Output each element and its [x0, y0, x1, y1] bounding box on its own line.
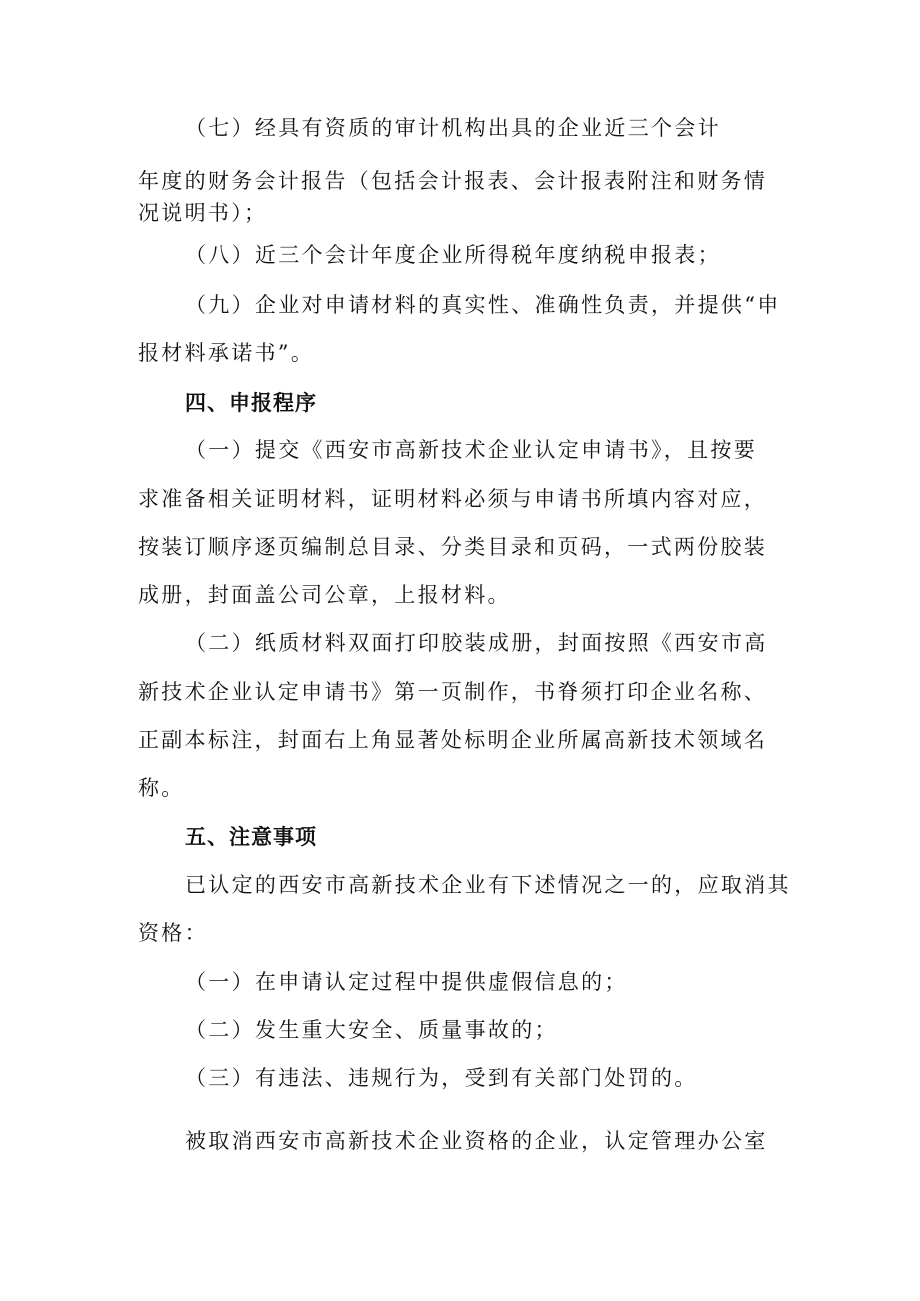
- notes-item-1: （一）在申请认定过程中提供虚假信息的；: [185, 970, 628, 994]
- paragraph-9-line-1: （九）企业对申请材料的真实性、准确性负责，并提供“申: [185, 293, 781, 317]
- procedure-1-line-3: 按装订顺序逐页编制总目录、分类目录和页码，一式两份胶装: [138, 535, 768, 559]
- procedure-1-line-4: 成册，封面盖公司公章，上报材料。: [138, 583, 511, 607]
- paragraph-7-line-2: 年度的财务会计报告（包括会计报表、会计报表附注和财务情: [138, 169, 768, 193]
- procedure-2-line-3: 正副本标注，封面右上角显著处标明企业所属高新技术领域名: [138, 728, 768, 752]
- paragraph-7-line-3: 况说明书）；: [138, 201, 268, 225]
- notes-intro-line-1: 已认定的西安市高新技术企业有下述情况之一的，应取消其: [185, 873, 791, 897]
- notes-item-3: （三）有违法、违规行为，受到有关部门处罚的。: [185, 1066, 698, 1090]
- section-heading-procedure: 四、申报程序: [185, 391, 317, 415]
- paragraph-8-line-1: （八）近三个会计年度企业所得税年度纳税申报表；: [185, 243, 721, 267]
- procedure-2-line-4: 称。: [138, 776, 185, 800]
- notes-final-line-1: 被取消西安市高新技术企业资格的企业，认定管理办公室: [185, 1129, 768, 1153]
- procedure-1-line-2: 求准备相关证明材料，证明材料必须与申请书所填内容对应，: [138, 487, 768, 511]
- procedure-2-line-2: 新技术企业认定申请书》第一页制作，书脊须打印企业名称、: [138, 680, 768, 704]
- paragraph-7-line-1: （七）经具有资质的审计机构出具的企业近三个会计: [185, 116, 721, 140]
- notes-item-2: （二）发生重大安全、质量事故的；: [185, 1018, 558, 1042]
- section-heading-notes: 五、注意事项: [185, 825, 317, 849]
- procedure-1-line-1: （一）提交《西安市高新技术企业认定申请书》，且按要: [185, 438, 757, 462]
- notes-intro-line-2: 资格：: [138, 921, 208, 945]
- procedure-2-line-1: （二）纸质材料双面打印胶装成册，封面按照《西安市高: [185, 631, 768, 655]
- paragraph-9-line-2: 报材料承诺书”。: [138, 341, 315, 365]
